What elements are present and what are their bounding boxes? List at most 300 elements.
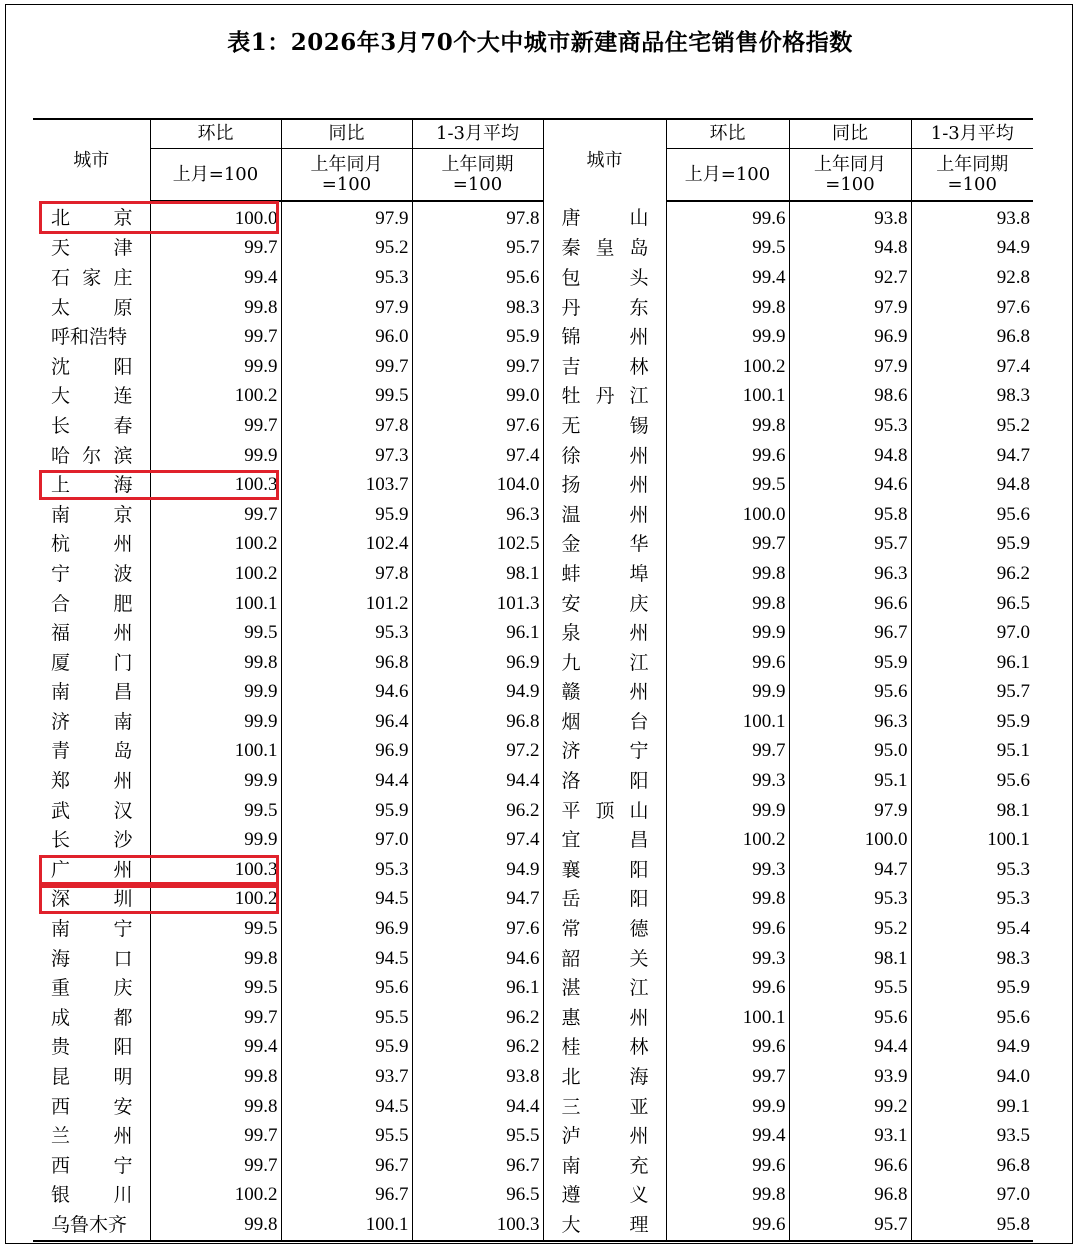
city-name (543, 234, 666, 264)
mom-index-value: 99.7 (150, 411, 281, 441)
city-name-text (51, 860, 133, 880)
city-name-text (562, 1097, 649, 1117)
city-name-char: 武 (51, 799, 71, 822)
city-name-text (51, 505, 133, 525)
yoy-index-value: 97.0 (281, 825, 412, 855)
city-name-char: 安 (113, 1095, 133, 1118)
city-name-char: 桂 (561, 1036, 581, 1059)
mom-index-value: 99.8 (150, 1210, 281, 1241)
city-name-text (51, 594, 133, 614)
city-name-char: 大 (51, 385, 71, 408)
city-name-char: 沙 (113, 829, 133, 852)
city-name-text (562, 238, 649, 258)
city-name-text (562, 1126, 649, 1146)
city-column-header: 城市 (543, 119, 666, 201)
avg-index-value: 99.7 (412, 352, 543, 382)
table-row (33, 1033, 1033, 1063)
mom-index-value: 99.8 (150, 293, 281, 323)
city-name-text (562, 860, 649, 880)
city-name-char: 长 (51, 414, 71, 437)
city-name-char: 长 (51, 829, 71, 852)
avg-index-value: 97.8 (412, 201, 543, 234)
yoy-index-value: 95.9 (281, 500, 412, 530)
city-name (543, 914, 666, 944)
city-name-text (562, 801, 649, 821)
city-name-char: 丹 (595, 385, 615, 408)
mom-index-value: 99.5 (666, 234, 789, 264)
yoy-index-value: 97.9 (789, 796, 911, 826)
city-name-char: 惠 (561, 1006, 581, 1029)
city-name-char: 州 (629, 1006, 649, 1029)
city-name-char: 理 (629, 1213, 649, 1236)
city-name-text (562, 446, 649, 466)
table-row (33, 944, 1033, 974)
city-name-char: 家 (82, 266, 102, 289)
city-name-text (51, 208, 133, 228)
city-name (543, 201, 666, 234)
city-name-text: 乌鲁木齐 (51, 1213, 128, 1236)
avg-index-value: 95.8 (911, 1210, 1033, 1241)
table-row (33, 825, 1033, 855)
city-name-char: 州 (113, 1125, 133, 1148)
city-name-char: 秦 (561, 237, 581, 260)
city-name (543, 382, 666, 412)
avg-index-value: 96.1 (412, 618, 543, 648)
city-name-char: 宁 (51, 562, 71, 585)
city-name-char: 阳 (629, 858, 649, 881)
city-name-char: 阳 (629, 770, 649, 793)
city-name-char: 西 (51, 1154, 71, 1177)
yoy-index-value: 97.3 (281, 441, 412, 471)
yoy-index-value: 95.5 (789, 973, 911, 1003)
city-name-text (562, 534, 649, 554)
city-name (33, 825, 150, 855)
city-name-char: 兰 (51, 1125, 71, 1148)
mom-index-value: 99.8 (150, 1062, 281, 1092)
table-row (33, 1062, 1033, 1092)
city-name-char: 庆 (629, 592, 649, 615)
city-name-char: 三 (561, 1095, 581, 1118)
mom-index-value: 99.7 (666, 737, 789, 767)
yoy-index-value: 96.9 (281, 737, 412, 767)
city-name (33, 441, 150, 471)
city-name (33, 914, 150, 944)
city-name (33, 766, 150, 796)
yoy-index-value: 94.6 (281, 678, 412, 708)
city-name (33, 855, 150, 885)
city-name (33, 885, 150, 915)
avg-base-line1: 上年同期 (441, 153, 514, 175)
city-name (543, 411, 666, 441)
yoy-index-value: 95.5 (281, 1121, 412, 1151)
table-row (33, 766, 1033, 796)
city-name-char: 州 (629, 622, 649, 645)
avg-base-label (911, 149, 1033, 202)
city-name-char: 济 (561, 740, 581, 763)
table-row (33, 470, 1033, 500)
avg-index-value: 97.0 (911, 1181, 1033, 1211)
city-name-char: 德 (629, 918, 649, 941)
city-name (543, 322, 666, 352)
avg-index-value: 95.6 (412, 263, 543, 293)
city-name-char: 海 (629, 1066, 649, 1089)
yoy-index-value: 95.3 (789, 885, 911, 915)
table-header (33, 119, 1033, 201)
mom-index-value: 99.9 (150, 707, 281, 737)
city-name-text (562, 268, 649, 288)
avg-index-value: 95.5 (412, 1121, 543, 1151)
avg-index-value: 94.4 (412, 1092, 543, 1122)
city-name (33, 1062, 150, 1092)
yoy-index-value: 99.7 (281, 352, 412, 382)
city-name-char: 烟 (561, 710, 581, 733)
table-row (33, 737, 1033, 767)
yoy-index-value: 97.8 (281, 411, 412, 441)
yoy-index-value: 96.9 (789, 322, 911, 352)
city-name-char: 昆 (51, 1066, 71, 1089)
mom-index-value: 99.9 (666, 1092, 789, 1122)
city-name-text (51, 830, 133, 850)
avg-index-value: 96.9 (412, 648, 543, 678)
city-name-text (562, 298, 649, 318)
city-name-char: 南 (561, 1154, 581, 1177)
city-name (33, 322, 150, 352)
city-name-text (51, 712, 133, 732)
mom-index-value: 99.6 (666, 1151, 789, 1181)
mom-index-value: 99.7 (150, 1003, 281, 1033)
mom-index-value: 99.8 (150, 648, 281, 678)
city-name-char: 泸 (561, 1125, 581, 1148)
city-name-char: 明 (113, 1066, 133, 1089)
city-name-text (562, 1008, 649, 1028)
yoy-index-value: 96.0 (281, 322, 412, 352)
mom-index-value: 99.4 (150, 1033, 281, 1063)
table-row (33, 618, 1033, 648)
mom-index-value: 100.1 (666, 382, 789, 412)
city-name-text (562, 475, 649, 495)
city-name (543, 589, 666, 619)
city-name-text (51, 1126, 133, 1146)
mom-index-value: 100.3 (150, 855, 281, 885)
avg-column-header: 1-3月平均 (412, 119, 543, 149)
avg-index-value: 94.0 (911, 1062, 1033, 1092)
city-name-char: 江 (629, 385, 649, 408)
city-name-char: 滨 (113, 444, 133, 467)
mom-index-value: 99.9 (666, 796, 789, 826)
city-name-char: 杭 (51, 533, 71, 556)
city-name-char: 湛 (561, 977, 581, 1000)
table-row (33, 382, 1033, 412)
city-name (543, 944, 666, 974)
yoy-index-value: 94.5 (281, 1092, 412, 1122)
city-name-char: 牡 (561, 385, 581, 408)
avg-base-line1: 上年同期 (936, 153, 1009, 175)
table-row (33, 411, 1033, 441)
avg-index-value: 97.0 (911, 618, 1033, 648)
avg-index-value: 95.4 (911, 914, 1033, 944)
city-name-char: 京 (113, 207, 133, 230)
mom-index-value: 100.2 (150, 1181, 281, 1211)
avg-index-value: 94.9 (412, 678, 543, 708)
mom-index-value: 100.3 (150, 470, 281, 500)
yoy-index-value: 94.4 (281, 766, 412, 796)
city-name-text (562, 327, 649, 347)
city-name (543, 1181, 666, 1211)
mom-index-value: 99.7 (150, 500, 281, 530)
city-name-char: 门 (113, 651, 133, 674)
city-name-char: 温 (561, 503, 581, 526)
avg-index-value: 95.9 (911, 707, 1033, 737)
city-name (543, 707, 666, 737)
table-row (33, 1210, 1033, 1241)
city-name-text (51, 653, 133, 673)
city-name (543, 441, 666, 471)
city-name-char: 宁 (113, 918, 133, 941)
city-name-char: 州 (629, 681, 649, 704)
city-name-text (51, 801, 133, 821)
yoy-index-value: 94.5 (281, 944, 412, 974)
table-row (33, 559, 1033, 589)
city-name-text (51, 1037, 133, 1057)
avg-index-value: 95.6 (911, 766, 1033, 796)
mom-index-value: 100.2 (666, 352, 789, 382)
avg-index-value: 94.9 (911, 1033, 1033, 1063)
yoy-index-value: 96.3 (789, 559, 911, 589)
city-name-char: 锡 (629, 414, 649, 437)
table-title: 表1：2026年3月70个大中城市新建商品住宅销售价格指数 (227, 29, 853, 56)
city-name-char: 海 (113, 474, 133, 497)
city-name (33, 234, 150, 264)
city-name-text (562, 1215, 649, 1235)
city-name-char: 东 (629, 296, 649, 319)
mom-index-value: 100.1 (666, 707, 789, 737)
city-name-char: 南 (51, 918, 71, 941)
avg-index-value: 96.8 (911, 322, 1033, 352)
city-name (33, 559, 150, 589)
avg-index-value: 94.4 (412, 766, 543, 796)
city-name-char: 宁 (113, 1154, 133, 1177)
city-name (543, 1003, 666, 1033)
city-name-text (51, 978, 133, 998)
table-row (33, 500, 1033, 530)
city-name-text (562, 1037, 649, 1057)
avg-index-value: 101.3 (412, 589, 543, 619)
mom-column-header: 环比 (150, 119, 281, 149)
avg-index-value: 97.4 (911, 352, 1033, 382)
mom-index-value: 99.6 (666, 648, 789, 678)
city-name-char: 州 (113, 858, 133, 881)
mom-index-value: 99.9 (150, 352, 281, 382)
city-name-char: 徐 (561, 444, 581, 467)
yoy-index-value: 95.7 (789, 530, 911, 560)
yoy-column-header: 同比 (281, 119, 412, 149)
table-row (33, 796, 1033, 826)
yoy-index-value: 95.3 (789, 411, 911, 441)
mom-index-value: 99.5 (666, 470, 789, 500)
city-name-char: 福 (51, 622, 71, 645)
city-name-char: 丹 (561, 296, 581, 319)
city-name-char: 厦 (51, 651, 71, 674)
city-name-char: 南 (51, 681, 71, 704)
avg-index-value: 95.6 (911, 500, 1033, 530)
city-name-text: 呼和浩特 (51, 326, 128, 349)
table-row (33, 678, 1033, 708)
avg-index-value: 97.2 (412, 737, 543, 767)
yoy-base-line2: =100 (825, 173, 875, 195)
city-name-text (562, 208, 649, 228)
city-name-char: 襄 (561, 858, 581, 881)
city-name (543, 1151, 666, 1181)
avg-index-value: 95.7 (412, 234, 543, 264)
yoy-index-value: 94.4 (789, 1033, 911, 1063)
avg-base-line2: =100 (452, 173, 503, 195)
city-name-char: 青 (51, 740, 71, 763)
yoy-column-header: 同比 (789, 119, 911, 149)
yoy-index-value: 93.8 (789, 201, 911, 234)
city-name-text (562, 682, 649, 702)
avg-index-value: 98.1 (911, 796, 1033, 826)
city-name-char: 阳 (113, 1036, 133, 1059)
city-name (543, 648, 666, 678)
mom-index-value: 100.2 (150, 885, 281, 915)
city-name-text (562, 357, 649, 377)
mom-index-value: 99.8 (666, 589, 789, 619)
avg-index-value: 99.0 (412, 382, 543, 412)
city-name-char: 庄 (113, 266, 133, 289)
city-name-char: 州 (113, 533, 133, 556)
table-row (33, 1121, 1033, 1151)
avg-index-value: 97.4 (412, 441, 543, 471)
city-name-char: 蚌 (561, 562, 581, 585)
city-name (33, 796, 150, 826)
city-name-char: 昌 (113, 681, 133, 704)
table-row (33, 1151, 1033, 1181)
mom-index-value: 99.7 (666, 530, 789, 560)
city-name-char: 岳 (561, 888, 581, 911)
city-name-char: 锦 (561, 326, 581, 349)
city-name (33, 201, 150, 234)
city-name (33, 618, 150, 648)
city-name (543, 796, 666, 826)
city-name-text (562, 712, 649, 732)
yoy-index-value: 103.7 (281, 470, 412, 500)
mom-index-value: 99.7 (150, 234, 281, 264)
mom-index-value: 99.6 (666, 441, 789, 471)
city-name-char: 台 (629, 710, 649, 733)
avg-index-value: 96.8 (412, 707, 543, 737)
city-name-char: 义 (629, 1184, 649, 1207)
avg-index-value: 96.8 (911, 1151, 1033, 1181)
city-name (33, 530, 150, 560)
city-name-text (51, 475, 133, 495)
avg-index-value: 94.9 (412, 855, 543, 885)
city-name-char: 汉 (113, 799, 133, 822)
avg-index-value: 95.2 (911, 411, 1033, 441)
city-name-char: 圳 (113, 888, 133, 911)
city-name-text (562, 594, 649, 614)
city-column-header: 城市 (33, 119, 150, 201)
city-name (33, 1121, 150, 1151)
yoy-index-value: 95.1 (789, 766, 911, 796)
city-name (543, 855, 666, 885)
mom-column-header: 环比 (666, 119, 789, 149)
city-name-char: 唐 (561, 207, 581, 230)
yoy-index-value: 96.7 (789, 618, 911, 648)
city-name-text (51, 357, 133, 377)
city-name-char: 亚 (629, 1095, 649, 1118)
city-name (33, 352, 150, 382)
city-name-char: 九 (561, 651, 581, 674)
avg-base-label (412, 149, 543, 202)
city-name-char: 天 (51, 237, 71, 260)
city-name (33, 973, 150, 1003)
yoy-index-value: 95.9 (281, 796, 412, 826)
city-name-char: 南 (113, 710, 133, 733)
city-name (33, 411, 150, 441)
city-name-char: 都 (113, 1006, 133, 1029)
city-name-text (51, 1185, 133, 1205)
city-name-char: 宜 (561, 829, 581, 852)
yoy-index-value: 101.2 (281, 589, 412, 619)
mom-index-value: 99.3 (666, 855, 789, 885)
city-name (543, 1121, 666, 1151)
avg-index-value: 95.3 (911, 855, 1033, 885)
mom-index-value: 99.3 (666, 944, 789, 974)
yoy-index-value: 98.1 (789, 944, 911, 974)
yoy-index-value: 95.5 (281, 1003, 412, 1033)
city-name-char: 深 (51, 888, 71, 911)
avg-index-value: 97.6 (412, 411, 543, 441)
avg-index-value: 95.6 (911, 1003, 1033, 1033)
yoy-index-value: 95.9 (789, 648, 911, 678)
city-name-char: 重 (51, 977, 71, 1000)
mom-index-value: 99.6 (666, 1033, 789, 1063)
city-name-text (51, 534, 133, 554)
city-name-char: 春 (113, 414, 133, 437)
mom-index-value: 100.2 (150, 559, 281, 589)
table-row (33, 322, 1033, 352)
city-name (543, 766, 666, 796)
avg-index-value: 100.1 (911, 825, 1033, 855)
city-name-char: 西 (51, 1095, 71, 1118)
yoy-base-line1: 上年同月 (310, 153, 383, 175)
avg-index-value: 94.7 (911, 441, 1033, 471)
yoy-index-value: 100.1 (281, 1210, 412, 1241)
mom-index-value: 100.0 (666, 500, 789, 530)
mom-base-label: 上月=100 (150, 149, 281, 202)
city-name-char: 沈 (51, 355, 71, 378)
city-name-char: 连 (113, 385, 133, 408)
yoy-index-value: 94.8 (789, 234, 911, 264)
city-name-char: 关 (629, 947, 649, 970)
yoy-base-line2: =100 (321, 173, 372, 195)
mom-index-value: 99.9 (666, 678, 789, 708)
avg-index-value: 94.9 (911, 234, 1033, 264)
city-name-text (562, 919, 649, 939)
yoy-index-value: 95.7 (789, 1210, 911, 1241)
city-name-char: 江 (629, 651, 649, 674)
city-name-text (51, 682, 133, 702)
city-name (543, 470, 666, 500)
city-name-char: 波 (113, 562, 133, 585)
city-name-text (562, 653, 649, 673)
city-name (33, 1151, 150, 1181)
table-row (33, 589, 1033, 619)
mom-index-value: 99.8 (150, 944, 281, 974)
city-name (33, 1003, 150, 1033)
mom-index-value: 100.2 (150, 382, 281, 412)
avg-index-value: 94.7 (412, 885, 543, 915)
